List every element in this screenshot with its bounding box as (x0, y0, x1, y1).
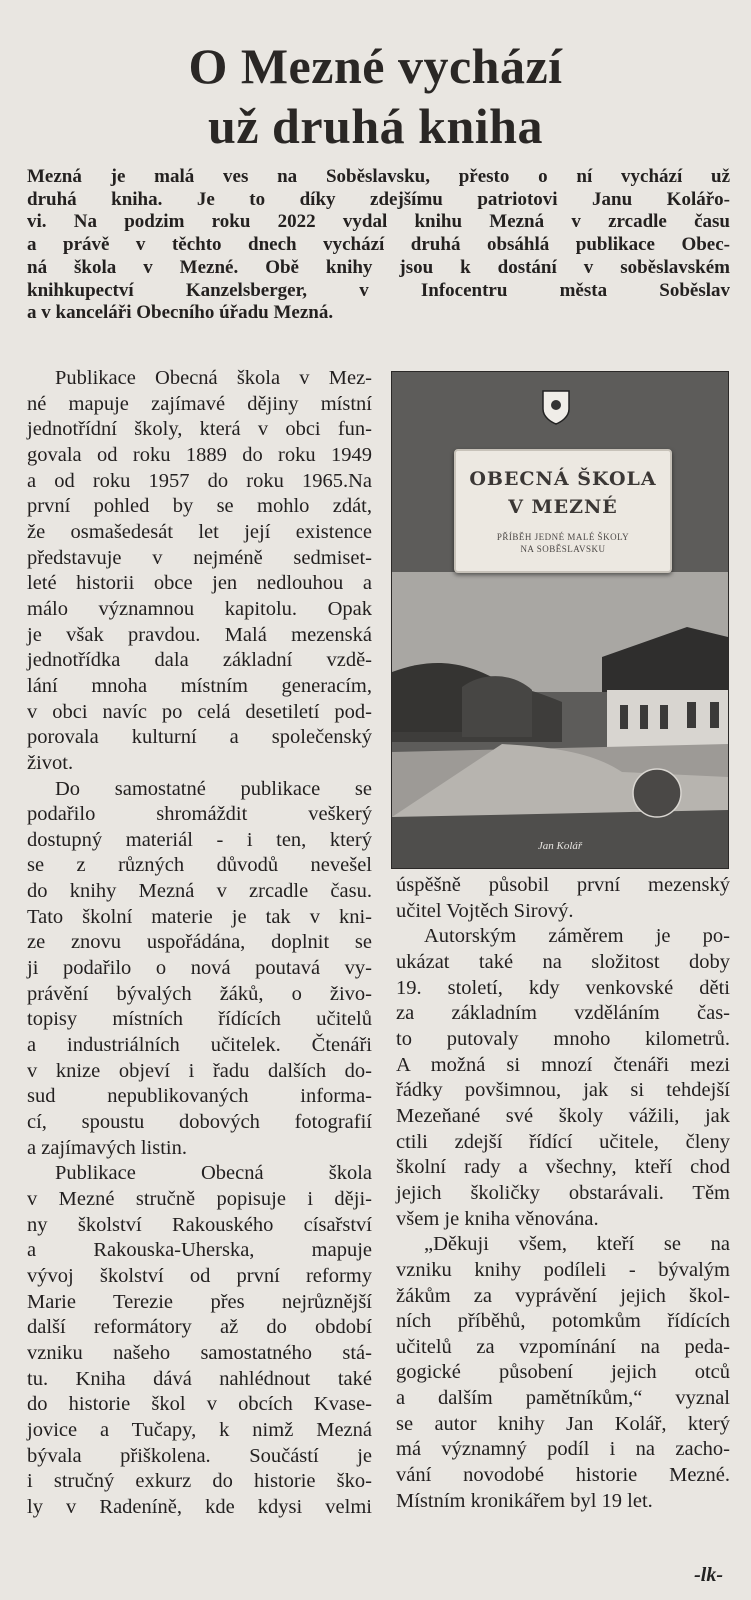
lead-line: druhá kniha. Je to díky zdejšímu patriotovi Janu Kolářo- (27, 188, 730, 210)
lead-line: knihkupectví Kanzelsberger, v Infocentru města Soběslav (27, 279, 730, 301)
body-line: ukázat také na složitost doby (396, 950, 730, 973)
lead-line: a v kanceláři Obecního úřadu Mezná. (27, 302, 334, 324)
body-line: právění bývalých žáků, o živo- (27, 982, 372, 1005)
lead-line: Mezná je malá ves na Soběslavsku, přesto o ní vychází už (27, 166, 730, 187)
body-line: a od roku 1957 do roku 1965.Na (27, 469, 372, 492)
body-line: „Děkuji všem, kteří se na (424, 1233, 730, 1256)
body-line: ji podařilo o nová poutavá vy- (27, 957, 372, 980)
body-line: i stručný exkurz do historie ško- (27, 1470, 372, 1493)
book-cover-image (391, 371, 729, 869)
body-line: vzniku našeho samostatného stá- (27, 1341, 372, 1364)
body-line: ly v Radeníně, kde kdysi velmi (27, 1495, 372, 1518)
body-line: učitel Vojtěch Sirový. (396, 899, 574, 922)
book-subtitle (456, 531, 670, 555)
body-line: gogické působení jejich otců (396, 1361, 730, 1384)
coat-of-arms-icon (541, 389, 571, 425)
book-title-line: OBECNÁ ŠKOLA (469, 468, 657, 490)
body-line: do historie škol v obcích Kvase- (27, 1393, 372, 1416)
lead-line: a právě v těchto dnech vychází druhá obsáhlá publikace Obec- (27, 234, 730, 256)
body-line: Místním kronikářem byl 19 let. (396, 1489, 653, 1512)
body-line: Do samostatné publikace se (55, 777, 372, 800)
body-line: je však pravdou. Malá mezenská (27, 623, 372, 646)
body-line: má významný podíl i na zacho- (396, 1438, 730, 1461)
body-line: v Mezné stručně popisuje i ději- (27, 1188, 372, 1210)
body-line: ze znovu uspořádána, doplnit se (27, 931, 372, 954)
body-line: se z různých důvodů nevešel (27, 854, 372, 877)
body-line: další reformátory až do období (27, 1316, 372, 1339)
book-author: Jan Kolář (537, 840, 583, 852)
body-line: vývoj školství od první reformy (27, 1264, 372, 1287)
lead-line: ná škola v Mezné. Obě knihy jsou k dostání v soběslavském (27, 256, 730, 278)
body-line: a dalším pamětníkům,“ vyznal (396, 1387, 730, 1410)
body-line: jednotřídka dala základní vzdě- (27, 649, 372, 672)
body-line: Tato školní materie je tak v kni- (27, 905, 372, 928)
left-column (27, 366, 372, 1521)
body-line: topisy místních řídících učitelů (27, 1008, 372, 1031)
book-title-line: V MEZNÉ (508, 496, 618, 518)
body-line: porovala kulturní a společenský (27, 726, 372, 749)
body-line: ních příběhů, potomkům řídících (396, 1310, 730, 1333)
book-title (456, 465, 670, 521)
body-line: a Rakouska-Uherska, mapuje (27, 1239, 372, 1262)
body-line: první pohled by se mohlo zdát, (27, 495, 372, 518)
body-line: vzniku knihy podíleli - bývalým (396, 1258, 730, 1281)
body-line: jovice a Tučapy, k nimž Mezná (27, 1418, 372, 1441)
lead-paragraph (27, 166, 730, 325)
body-line: tu. Kniha dává nahlédnout také (27, 1367, 372, 1390)
body-line: a industriálních učitelek. Čtenáři (27, 1034, 372, 1057)
body-line: všem je kniha věnována. (396, 1207, 599, 1230)
body-line: úspěšně působil první mezenský (396, 874, 730, 896)
book-title-plate (454, 449, 672, 573)
title-line: už druhá kniha (208, 98, 543, 154)
body-line: to putovaly mnoho kilometrů. (396, 1027, 730, 1050)
book-subtitle-line: PŘÍBĚH JEDNÉ MALÉ ŠKOLY (496, 532, 630, 542)
body-line: školní rady a všechny, kteří chod (396, 1156, 730, 1179)
book-subtitle-line: NA SOBĚSLAVSKU (520, 544, 606, 554)
article-title (0, 36, 751, 156)
body-line: Publikace Obecná škola v Mez- (55, 367, 372, 389)
body-line: cí, spoustu dobových fotografií (27, 1111, 372, 1134)
body-line: se autor knihy Jan Kolář, který (396, 1412, 730, 1435)
body-line: a zajímavých listin. (27, 1136, 187, 1159)
title-line: O Mezné vychází (188, 38, 563, 94)
body-line: ny školství Rakouského císařství (27, 1213, 372, 1236)
body-line: podařilo shromáždit veškerý (27, 803, 372, 826)
body-line: Marie Terezie přes nejrůznější (27, 1290, 372, 1313)
body-line: Publikace Obecná škola (55, 1162, 372, 1185)
right-column (396, 873, 730, 1514)
body-line: bývala přiškolena. Součástí je (27, 1444, 372, 1467)
body-line: né mapuje zajímavé dějiny místní (27, 392, 372, 415)
body-line: Autorským záměrem je po- (424, 925, 730, 948)
body-line: představuje v nejméně sedmiset- (27, 546, 372, 569)
body-line: jednotřídní školy, která v obci fun- (27, 418, 372, 441)
body-line: za základním vzděláním čas- (396, 1002, 730, 1025)
body-line: dostupný materiál - i ten, který (27, 828, 372, 851)
body-line: Mezeňané své školy vážili, jak (396, 1104, 730, 1127)
body-line: v obci navíc po celá desetiletí pod- (27, 700, 372, 723)
body-line: leté historii obce jen nedlouhou a (27, 572, 372, 595)
body-line: sud nepublikovaných informa- (27, 1085, 372, 1108)
body-line: A možná si mnozí čtenáři mezi (396, 1053, 730, 1076)
body-line: jejich školičky obstarávali. Těm (396, 1181, 730, 1204)
body-line: žákům za vyprávění jejich škol- (396, 1284, 730, 1307)
body-line: řádky povšimnou, jak si tehdejší (396, 1079, 730, 1102)
body-line: málo významnou kapitolu. Opak (27, 597, 372, 620)
body-line: govala od roku 1889 do roku 1949 (27, 443, 372, 466)
body-line: že osmašedesát let její existence (27, 520, 372, 543)
lead-line: vi. Na podzim roku 2022 vydal knihu Mezná v zrcadle času (27, 211, 730, 233)
body-line: vání novodobé historie Mezné. (396, 1464, 730, 1487)
body-line: v knize objeví i řadu dalších do- (27, 1059, 372, 1082)
body-line: lání mnoha místním generacím, (27, 674, 372, 697)
body-line: do knihy Mezná v zrcadle času. (27, 880, 372, 903)
body-line: učitelů za vzpomínání na peda- (396, 1335, 730, 1358)
village-street-photo (392, 372, 728, 868)
body-line: ctili zdejší řídící učitele, členy (396, 1130, 730, 1153)
author-signature: -lk- (694, 1564, 723, 1586)
body-line: 19. století, kdy venkovské děti (396, 976, 730, 999)
body-line: život. (27, 751, 74, 774)
